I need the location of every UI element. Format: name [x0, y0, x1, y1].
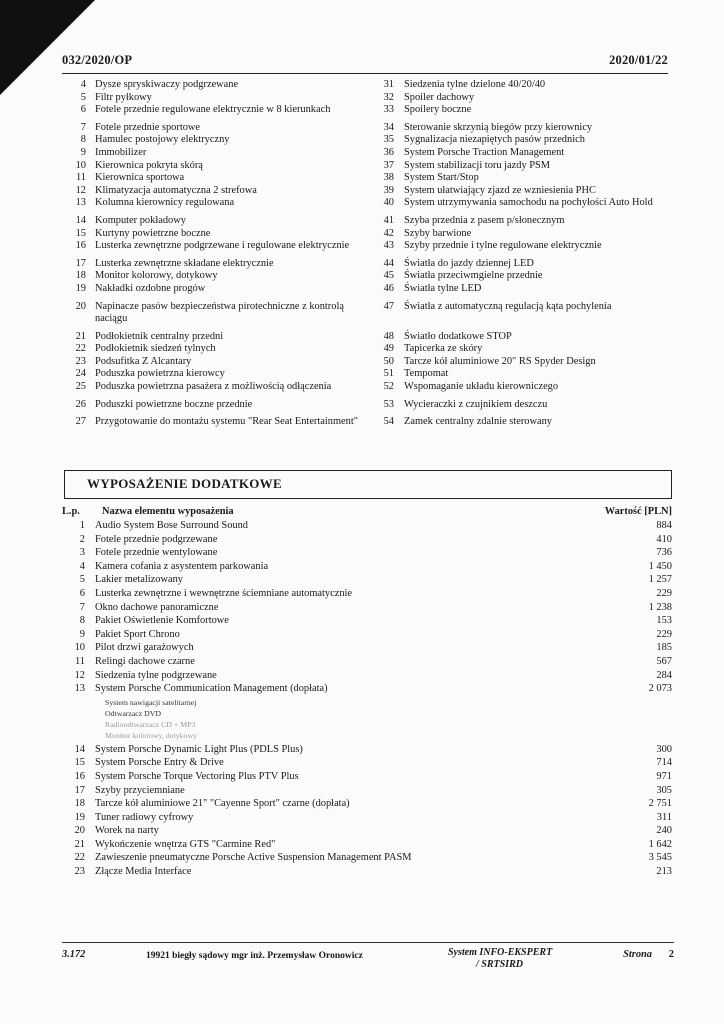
row-name: Tarcze kół aluminiowe 21" "Cayenne Sport" czarne (dopłata): [95, 798, 350, 810]
row-name: Złącze Media Interface: [95, 866, 192, 878]
table-row: [62, 614, 672, 628]
item-text: Nakładki ozdobne progów: [95, 282, 206, 294]
item-number: 39: [383, 184, 394, 196]
item-text: Tapicerka ze skóry: [404, 343, 483, 355]
item-number: 26: [75, 398, 86, 410]
footer-page-label: Strona: [623, 949, 652, 960]
footer-system: [448, 947, 552, 971]
row-value: 2 751: [648, 798, 672, 810]
standard-row: [62, 160, 672, 173]
row-name: Fotele przednie wentylowane: [95, 547, 218, 559]
standard-item-right: [367, 343, 672, 356]
item-number: 25: [75, 381, 86, 393]
standard-item-left: [62, 381, 367, 394]
item-text: Lusterka zewnętrzne podgrzewane i regulowane elektrycznie: [95, 240, 350, 252]
pcm-subitem: Odtwarzacz DVD: [105, 708, 162, 718]
standard-item-right: [367, 283, 672, 296]
item-number: 31: [383, 79, 394, 90]
row-number: 6: [79, 587, 85, 599]
row-number: 2: [79, 533, 85, 545]
item-text: Podłokietnik siedzeń tylnych: [95, 343, 216, 355]
item-number: 12: [75, 184, 86, 196]
row-value: 185: [656, 642, 672, 654]
item-text: Przygotowanie do montażu systemu "Rear Seat Entertainment": [95, 416, 358, 428]
item-text: Światła przeciwmgielne przednie: [404, 270, 543, 282]
table-row: [62, 824, 672, 838]
table-row: [62, 669, 672, 683]
row-value: 3 545: [648, 852, 672, 864]
standard-item-left: [62, 270, 367, 283]
item-number: 4: [80, 79, 86, 90]
row-name: Audio System Bose Surround Sound: [95, 520, 248, 531]
standard-item-left: [62, 104, 367, 117]
row-number: 8: [79, 615, 85, 627]
row-value: 410: [656, 533, 672, 545]
standard-equipment-list: [62, 79, 672, 429]
standard-item-left: [62, 185, 367, 198]
row-name: Okno dachowe panoramiczne: [95, 601, 219, 613]
item-number: 50: [383, 355, 394, 367]
row-value: 1 642: [648, 838, 672, 850]
item-number: 44: [383, 257, 394, 269]
header-divider: [62, 73, 668, 74]
row-name: System Porsche Dynamic Light Plus (PDLS Plus): [95, 743, 303, 755]
row-number: 11: [74, 655, 85, 667]
standard-row: [62, 79, 672, 92]
item-text: Poduszki powietrzne boczne przednie: [95, 398, 253, 410]
section-title: WYPOSAŻENIE DODATKOWE: [87, 476, 282, 491]
standard-item-left: [62, 258, 367, 271]
table-row: [62, 560, 672, 574]
item-text: Światło dodatkowe STOP: [404, 330, 512, 342]
item-number: 40: [383, 197, 394, 209]
row-name: Pakiet Oświetlenie Komfortowe: [95, 615, 229, 627]
header-name: Nazwa elementu wyposażenia: [102, 506, 234, 517]
row-value: 1 257: [648, 574, 672, 586]
row-value: 284: [656, 669, 672, 681]
standard-row: [62, 270, 672, 283]
standard-row: [62, 258, 672, 271]
standard-row: [62, 92, 672, 105]
item-text: Poduszka powietrzna pasażera z możliwością odłączenia: [95, 381, 332, 393]
footer-page-number: 2: [668, 949, 674, 960]
row-name: System Porsche Entry & Drive: [95, 757, 224, 769]
item-number: 17: [75, 257, 86, 269]
standard-row: [62, 134, 672, 147]
standard-row: [62, 197, 672, 210]
item-number: 51: [383, 368, 394, 380]
item-number: 15: [75, 227, 86, 239]
standard-item-left: [62, 228, 367, 241]
item-text: Monitor kolorowy, dotykowy: [95, 270, 218, 282]
item-text: System Start/Stop: [404, 172, 479, 184]
item-text: System stabilizacji toru jazdy PSM: [404, 159, 551, 171]
standard-item-right: [367, 79, 672, 92]
item-number: 35: [383, 134, 394, 146]
standard-row: [62, 331, 672, 344]
standard-item-left: [62, 172, 367, 185]
item-text: Tarcze kół aluminiowe 20" RS Spyder Design: [404, 355, 596, 367]
standard-item-left: [62, 331, 367, 344]
item-text: System ułatwiający zjazd ze wzniesienia PHC: [404, 184, 596, 196]
standard-item-right: [367, 331, 672, 344]
item-text: Sygnalizacja niezapiętych pasów przednich: [404, 134, 585, 146]
footer-divider: [62, 942, 674, 943]
item-text: Światła z automatyczną regulacją kąta pochylenia: [404, 300, 612, 312]
table-row: [62, 533, 672, 547]
item-number: 23: [75, 355, 86, 367]
row-value: 1 450: [648, 560, 672, 572]
row-value: 2 073: [648, 683, 672, 695]
standard-item-left: [62, 92, 367, 105]
row-name: Siedzenia tylne podgrzewane: [95, 669, 217, 681]
row-value: 714: [656, 757, 672, 769]
standard-row: [62, 104, 672, 117]
pcm-subitem: Monitor kolorowy, dotykowy: [105, 730, 197, 740]
standard-row: [62, 240, 672, 253]
row-number: 14: [74, 743, 85, 755]
row-number: 1: [79, 520, 85, 531]
item-number: 19: [75, 282, 86, 294]
item-number: 54: [383, 416, 394, 428]
row-number: 23: [74, 866, 85, 878]
standard-item-right: [367, 215, 672, 228]
standard-item-left: [62, 343, 367, 356]
item-number: 9: [80, 146, 86, 158]
standard-item-left: [62, 240, 367, 253]
item-number: 20: [75, 300, 86, 312]
table-row: [62, 743, 672, 757]
item-number: 36: [383, 146, 394, 158]
item-number: 37: [383, 159, 394, 171]
row-number: 13: [74, 683, 85, 695]
document-date: 2020/01/22: [609, 53, 668, 67]
pcm-subitem: Radioodtwarzacz CD + MP3: [105, 719, 196, 729]
footer-system-line1: System INFO-EKSPERT: [448, 947, 553, 958]
item-number: 41: [383, 214, 394, 226]
item-number: 13: [75, 197, 86, 209]
item-text: System utrzymywania samochodu na pochyłości Auto Hold: [404, 197, 653, 209]
table-row: [62, 519, 672, 533]
item-number: 11: [75, 172, 86, 184]
standard-item-left: [62, 79, 367, 92]
standard-row: [62, 147, 672, 160]
item-text: Wspomaganie układu kierowniczego: [404, 381, 559, 393]
standard-item-right: [367, 134, 672, 147]
item-number: 53: [383, 398, 394, 410]
standard-item-right: [367, 197, 672, 210]
item-text: Fotele przednie regulowane elektrycznie w 8 kierunkach: [95, 104, 331, 116]
row-name: Kamera cofania z asystentem parkowania: [95, 560, 269, 572]
row-number: 12: [74, 669, 85, 681]
optional-equipment-list: [62, 519, 672, 879]
standard-row: [62, 368, 672, 381]
standard-item-left: [62, 147, 367, 160]
row-name: Worek na narty: [95, 825, 159, 837]
item-number: 16: [75, 240, 86, 252]
header-lp: L.p.: [62, 506, 80, 517]
table-row: [62, 797, 672, 811]
item-text: Dysze spryskiwaczy podgrzewane: [95, 79, 239, 90]
item-text: Szyby barwione: [404, 227, 472, 239]
item-number: 21: [75, 330, 86, 342]
item-number: 8: [80, 134, 86, 146]
item-number: 27: [75, 416, 86, 428]
row-value: 240: [656, 825, 672, 837]
standard-item-right: [367, 122, 672, 135]
row-name: Pakiet Sport Chrono: [95, 628, 180, 640]
table-row: [62, 770, 672, 784]
table-row: [62, 628, 672, 642]
standard-row: [62, 399, 672, 412]
item-number: 32: [383, 91, 394, 103]
footer-system-line2: / SRTSIRD: [476, 959, 523, 970]
row-value: 229: [656, 587, 672, 599]
row-name: Zawieszenie pneumatyczne Porsche Active Suspension Management PASM: [95, 852, 412, 864]
optional-table-header: [62, 506, 672, 517]
item-number: 52: [383, 381, 394, 393]
standard-item-right: [367, 172, 672, 185]
standard-row: [62, 343, 672, 356]
row-value: 300: [656, 743, 672, 755]
row-name: Lusterka zewnętrzne i wewnętrzne ściemniane automatycznie: [95, 587, 353, 599]
table-row: [62, 587, 672, 601]
standard-item-right: [367, 240, 672, 253]
table-row: [62, 641, 672, 655]
row-value: 736: [656, 547, 672, 559]
standard-row: [62, 283, 672, 296]
item-text: Kierownica sportowa: [95, 172, 185, 184]
row-number: 20: [74, 825, 85, 837]
row-name: System Porsche Communication Management (dopłata): [95, 683, 328, 695]
item-number: 46: [383, 282, 394, 294]
standard-row: [62, 228, 672, 241]
pcm-subitems: [62, 697, 672, 741]
row-name: Tuner radiowy cyfrowy: [95, 811, 194, 823]
item-number: 22: [75, 343, 86, 355]
standard-row: [62, 381, 672, 394]
standard-row: [62, 416, 672, 429]
table-row: [62, 784, 672, 798]
standard-row: [62, 356, 672, 369]
standard-item-right: [367, 368, 672, 381]
row-name: Lakier metalizowany: [95, 574, 183, 586]
standard-item-right: [367, 301, 672, 326]
item-text: Szyby przednie i tylne regulowane elektrycznie: [404, 240, 602, 252]
table-row: [62, 756, 672, 770]
row-value: 311: [656, 811, 672, 823]
document-number: 032/2020/OP: [62, 53, 133, 67]
row-number: 10: [74, 642, 85, 654]
item-text: Lusterka zewnętrzne składane elektrycznie: [95, 257, 274, 269]
standard-item-left: [62, 399, 367, 412]
standard-item-left: [62, 356, 367, 369]
row-value: 153: [656, 615, 672, 627]
standard-item-left: [62, 122, 367, 135]
standard-item-right: [367, 92, 672, 105]
table-row: [62, 601, 672, 615]
item-number: 7: [80, 121, 86, 133]
row-number: 9: [79, 628, 85, 640]
row-number: 16: [74, 770, 85, 782]
row-number: 5: [79, 574, 85, 586]
standard-item-left: [62, 215, 367, 228]
row-number: 7: [79, 601, 85, 613]
row-name: Fotele przednie podgrzewane: [95, 533, 218, 545]
row-name: Wykończenie wnętrza GTS "Carmine Red": [95, 838, 276, 850]
table-row: [62, 682, 672, 696]
row-number: 3: [79, 547, 85, 559]
table-row: [62, 546, 672, 560]
item-number: 10: [75, 159, 86, 171]
table-row: [62, 851, 672, 865]
item-number: 47: [383, 300, 394, 312]
item-text: Światła do jazdy dziennej LED: [404, 257, 534, 269]
item-number: 14: [75, 214, 86, 226]
row-number: 18: [74, 798, 85, 810]
item-text: Filtr pyłkowy: [95, 91, 152, 103]
pcm-subitem: System nawigacji satelitarnej: [105, 697, 197, 707]
row-value: 229: [656, 628, 672, 640]
standard-row: [62, 215, 672, 228]
row-number: 21: [74, 838, 85, 850]
row-number: 19: [74, 811, 85, 823]
standard-item-left: [62, 416, 367, 429]
item-text: Szyba przednia z pasem p/słonecznym: [404, 214, 565, 226]
standard-row: [62, 172, 672, 185]
standard-item-right: [367, 399, 672, 412]
item-text: Kierownica pokryta skórą: [95, 159, 203, 171]
page-footer: [62, 949, 674, 983]
item-number: 33: [383, 104, 394, 116]
table-row: [62, 655, 672, 669]
standard-item-left: [62, 197, 367, 210]
standard-item-left: [62, 134, 367, 147]
item-text: Zamek centralny zdalnie sterowany: [404, 416, 553, 428]
row-number: 4: [79, 560, 85, 572]
footer-code: 3.172: [62, 949, 86, 960]
row-name: System Porsche Torque Vectoring Plus PTV Plus: [95, 770, 299, 782]
item-text: Światła tylne LED: [404, 282, 482, 294]
item-text: Hamulec postojowy elektryczny: [95, 134, 230, 146]
item-text: Tempomat: [404, 368, 449, 380]
standard-item-left: [62, 301, 367, 326]
item-number: 18: [75, 270, 86, 282]
item-text: Siedzenia tylne dzielone 40/20/40: [404, 79, 546, 90]
item-number: 48: [383, 330, 394, 342]
table-row: [62, 838, 672, 852]
row-name: Pilot drzwi garażowych: [95, 642, 194, 654]
item-text: Spoilery boczne: [404, 104, 472, 116]
item-text: Immobilizer: [95, 146, 147, 158]
standard-item-left: [62, 283, 367, 296]
standard-item-right: [367, 160, 672, 173]
standard-item-left: [62, 160, 367, 173]
item-text: Podłokietnik centralny przedni: [95, 330, 224, 342]
standard-item-right: [367, 258, 672, 271]
item-text: Sterowanie skrzynią biegów przy kierownicy: [404, 121, 593, 133]
item-text: Fotele przednie sportowe: [95, 121, 201, 133]
standard-item-right: [367, 104, 672, 117]
table-row: [62, 811, 672, 825]
item-text: Napinacze pasów bezpieczeństwa pirotechniczne z kontrolą naciągu: [95, 300, 344, 325]
item-text: Komputer pokładowy: [95, 214, 186, 226]
item-text: Kurtyny powietrzne boczne: [95, 227, 211, 239]
row-value: 567: [656, 655, 672, 667]
item-text: Wycieraczki z czujnikiem deszczu: [404, 398, 548, 410]
standard-item-right: [367, 356, 672, 369]
item-text: System Porsche Traction Management: [404, 146, 565, 158]
row-name: Relingi dachowe czarne: [95, 655, 195, 667]
standard-item-right: [367, 381, 672, 394]
table-row: [62, 573, 672, 587]
item-text: Podsufitka Z Alcantary: [95, 355, 192, 367]
row-value: 213: [656, 866, 672, 878]
item-number: 6: [80, 104, 86, 116]
row-number: 22: [74, 852, 85, 864]
item-text: Poduszka powietrzna kierowcy: [95, 368, 225, 380]
row-name: Szyby przyciemniane: [95, 784, 185, 796]
standard-item-right: [367, 416, 672, 429]
item-text: Kolumna kierownicy regulowana: [95, 197, 235, 209]
standard-item-left: [62, 368, 367, 381]
standard-row: [62, 122, 672, 135]
item-number: 5: [80, 91, 86, 103]
row-value: 971: [656, 770, 672, 782]
section-header-box: [64, 470, 672, 499]
footer-expert: 19921 biegły sądowy mgr inż. Przemysław Oronowicz: [146, 951, 363, 961]
item-text: Klimatyzacja automatyczna 2 strefowa: [95, 184, 257, 196]
row-number: 17: [74, 784, 85, 796]
standard-item-right: [367, 270, 672, 283]
standard-item-right: [367, 147, 672, 160]
item-number: 34: [383, 121, 394, 133]
row-value: 1 238: [648, 601, 672, 613]
item-number: 49: [383, 343, 394, 355]
item-number: 24: [75, 368, 86, 380]
standard-row: [62, 301, 672, 326]
table-row: [62, 865, 672, 879]
item-number: 43: [383, 240, 394, 252]
row-value: 884: [656, 520, 672, 531]
standard-row: [62, 185, 672, 198]
item-text: Spoiler dachowy: [404, 91, 475, 103]
item-number: 38: [383, 172, 394, 184]
row-number: 15: [74, 757, 85, 769]
row-value: 305: [656, 784, 672, 796]
standard-item-right: [367, 185, 672, 198]
item-number: 42: [383, 227, 394, 239]
header-value: Wartość [PLN]: [604, 506, 672, 517]
standard-item-right: [367, 228, 672, 241]
item-number: 45: [383, 270, 394, 282]
